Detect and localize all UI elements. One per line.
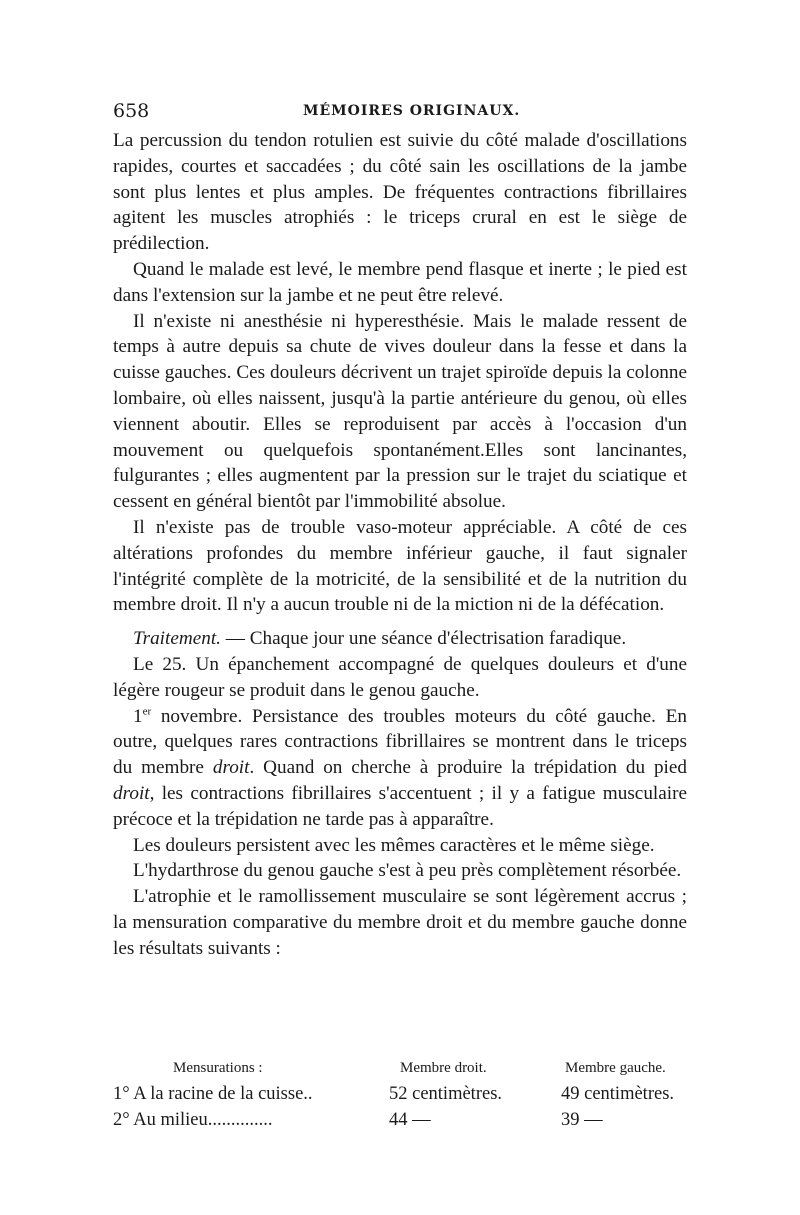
- paragraph-hydarthrose: L'hydarthrose du genou gauche s'est à peu près complètement résorbée.: [133, 860, 682, 882]
- paragraph-le-25: Le 25. Un épanchement accompagné de quelques douleurs et d'une légère rougeur se produit dans le genou gauche.: [113, 653, 687, 701]
- row-droit-value: 44 —: [389, 1110, 431, 1130]
- mensuration-table: [113, 1060, 703, 1136]
- paragraph-atrophie: L'atrophie et le ramollissement musculaire se sont légèrement accrus ; la mensuration comparative du membre droit et du membre gauche donne les résultats suivants :: [113, 886, 687, 959]
- nov-italic-2: droit: [113, 782, 150, 804]
- paragraph-percussion: La percussion du tendon rotulien est suivie du côté malade d'oscillations rapides, courtes et saccadées ; du côté sain les oscillations de la jambe sont plus lentes et plus amples. De fréquentes contractions fibrillaires agitent les muscles atrophiés : le triceps crural en est le siège de prédilection.: [113, 130, 687, 255]
- nov-text-1: novembre. Persistance des troubles moteurs du côté gauche. En outre, quelques rares contractions fibrillaires se montrent dans le triceps du membre: [113, 705, 687, 779]
- row-gauche-value: 39 —: [561, 1110, 603, 1130]
- table-header-row: [113, 1060, 703, 1084]
- treatment-label: Traitement.: [133, 628, 221, 650]
- nov-italic-1: droit: [212, 757, 250, 779]
- treatment-text: — Chaque jour une séance d'électrisation faradique.: [220, 628, 627, 650]
- table-row: [113, 1110, 703, 1136]
- paragraph-vaso-moteur: Il n'existe pas de trouble vaso-moteur appréciable. A côté de ces altérations profondes du membre inférieur gauche, il faut signaler l'intégrité complète de la motricité, de la sensibilité et de la nutrition du membre droit. Il n'y a aucun trouble ni de la miction ni de la défécation.: [113, 516, 687, 616]
- row-label: 2° Au milieu..............: [113, 1110, 273, 1130]
- nov-text-2: . Quand on cherche à produire la trépidation du pied: [249, 757, 687, 779]
- page-header: [113, 100, 687, 128]
- header-membre-droit: Membre droit.: [400, 1060, 487, 1076]
- header-mensurations: Mensurations :: [173, 1060, 263, 1076]
- nov-text-3: , les contractions fibrillaires s'accentuent ; il y a fatigue musculaire précoce et la trépidation ne tarde pas à apparaître.: [113, 782, 687, 830]
- row-droit-value: 52 centimètres.: [389, 1084, 503, 1104]
- page-number: 658: [113, 100, 150, 122]
- row-label: 1° A la racine de la cuisse..: [113, 1084, 313, 1104]
- page-body: [113, 128, 687, 962]
- paragraph-novembre: [113, 704, 687, 833]
- table-row: [113, 1084, 703, 1110]
- nov-day: 1: [133, 705, 143, 727]
- nov-sup: er: [142, 705, 152, 718]
- paragraph-anesthesie: Il n'existe ni anesthésie ni hyperesthésie. Mais le malade ressent de temps à autre depuis sa chute de vives douleur dans la fesse et dans la cuisse gauches. Ces douleurs décrivent un trajet spiroïde depuis la colonne lombaire, où elles naissent, jusqu'à la partie antérieure du genou, où elles viennent aboutir. Elles se reproduisent par accès à l'occasion d'un mouvement ou quelquefois spontanément.Elles sont lancinantes, fulgurantes ; elles augmentent par la pression sur le trajet du sciatique et cessent en général bientôt par l'immobilité absolue.: [113, 310, 687, 513]
- header-membre-gauche: Membre gauche.: [565, 1060, 666, 1076]
- running-title: MÉMOIRES ORIGINAUX.: [303, 103, 521, 119]
- row-gauche-value: 49 centimètres.: [561, 1084, 675, 1104]
- paragraph-traitement: [113, 626, 687, 652]
- paragraph-douleurs: Les douleurs persistent avec les mêmes caractères et le même siège.: [133, 834, 655, 856]
- paragraph-malade-leve: Quand le malade est levé, le membre pend flasque et inerte ; le pied est dans l'extension sur la jambe et ne peut être relevé.: [113, 258, 687, 306]
